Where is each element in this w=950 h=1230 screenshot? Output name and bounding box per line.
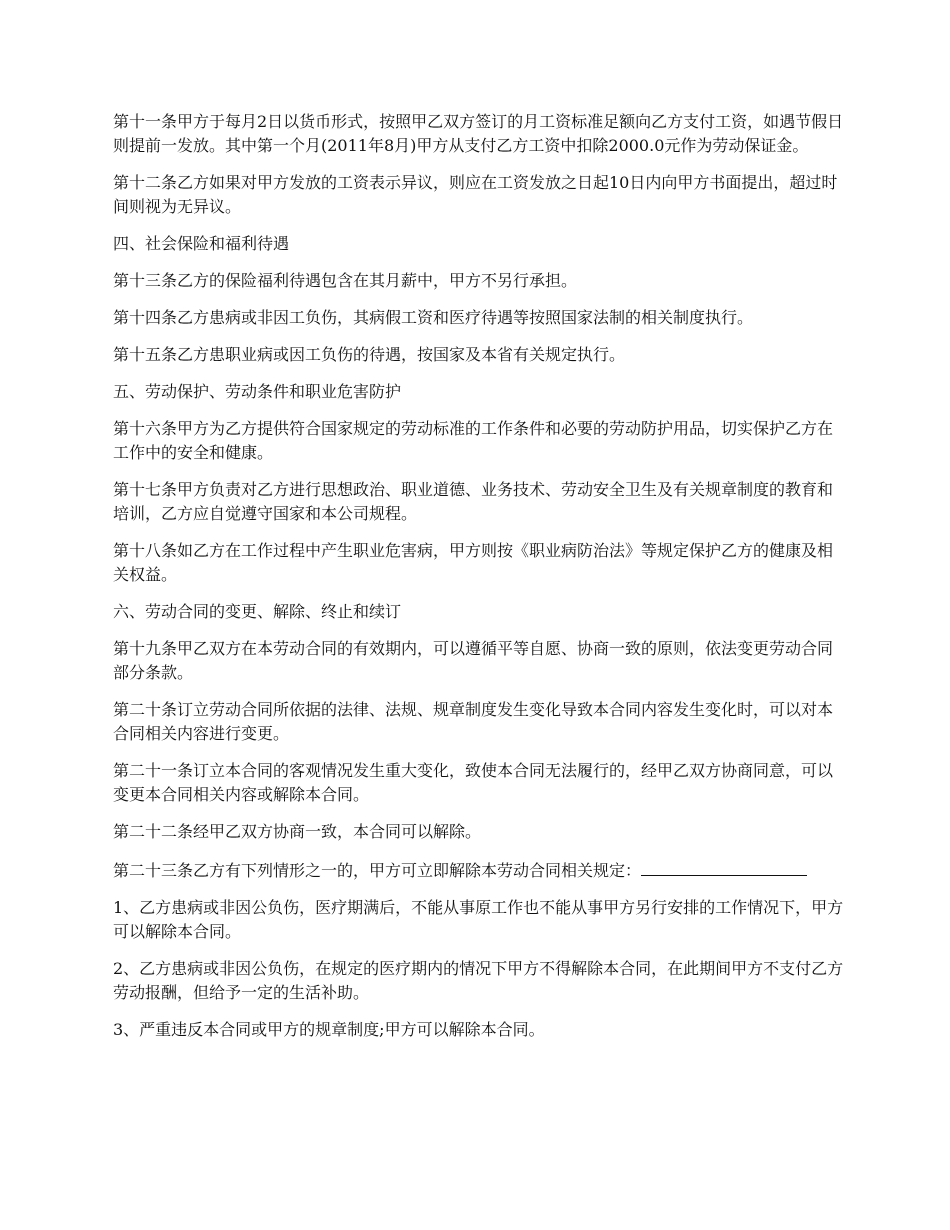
- clause-21: 第二十一条订立本合同的客观情况发生重大变化，致使本合同无法履行的，经甲乙双方协商同意，可以变更本合同相关内容或解除本合同。: [113, 761, 834, 804]
- clause-20: 第二十条订立劳动合同所依据的法律、法规、规章制度发生变化导致本合同内容发生变化时，可以对本合同相关内容进行变更。: [113, 700, 834, 743]
- list-item: 1、乙方患病或非因公负伤，医疗期满后，不能从事原工作也不能从事甲方另行安排的工作情况下，甲方可以解除本合同。: [113, 898, 844, 941]
- document-page: [113, 110, 845, 1055]
- clause-11: 第十一条甲方于每月2日以货币形式，按照甲乙双方签订的月工资标准足额向乙方支付工资，如遇节假日则提前一发放。其中第一个月(2011年8月)甲方从支付乙方工资中扣除2000.0元作为劳动保证金。: [113, 112, 844, 155]
- section-heading-social-insurance: 四、社会保险和福利待遇: [113, 234, 290, 253]
- clause-16: 第十六条甲方为乙方提供符合国家规定的劳动标准的工作条件和必要的劳动防护用品，切实保护乙方在工作中的安全和健康。: [113, 419, 834, 462]
- clause-23-text: 第二十三条乙方有下列情形之一的，甲方可立即解除本劳动合同相关规定：: [113, 861, 642, 880]
- clause-18: 第十八条如乙方在工作过程中产生职业危害病，甲方则按《职业病防治法》等规定保护乙方的健康及相关权益。: [113, 541, 834, 584]
- list-item: 3、严重违反本合同或甲方的规章制度;甲方可以解除本合同。: [113, 1020, 545, 1039]
- clause-19: 第十九条甲乙双方在本劳动合同的有效期内，可以遵循平等自愿、协商一致的原则，依法变更劳动合同部分条款。: [113, 639, 834, 682]
- fill-in-blank-line[interactable]: [641, 857, 761, 876]
- list-item: 2、乙方患病或非因公负伤，在规定的医疗期内的情况下甲方不得解除本合同，在此期间甲方不支付乙方劳动报酬，但给予一定的生活补助。: [113, 959, 844, 1002]
- clause-14: 第十四条乙方患病或非因工负伤，其病假工资和医疗待遇等按照国家法制的相关制度执行。: [113, 308, 754, 327]
- section-heading-labor-protection: 五、劳动保护、劳动条件和职业危害防护: [113, 382, 402, 401]
- clause-22: 第二十二条经甲乙双方协商一致，本合同可以解除。: [113, 822, 482, 841]
- clause-17: 第十七条甲方负责对乙方进行思想政治、职业道德、业务技术、劳动安全卫生及有关规章制度的教育和培训，乙方应自觉遵守国家和本公司规程。: [113, 480, 834, 523]
- section-heading-contract-changes: 六、劳动合同的变更、解除、终止和续订: [113, 602, 402, 621]
- clause-13: 第十三条乙方的保险福利待遇包含在其月薪中，甲方不另行承担。: [113, 271, 578, 290]
- fill-in-blank-line-continued[interactable]: [761, 857, 807, 876]
- clause-12: 第十二条乙方如果对甲方发放的工资表示异议，则应在工资发放之日起10日内向甲方书面提出，超过时间则视为无异议。: [113, 173, 838, 216]
- clause-15: 第十五条乙方患职业病或因工负伤的待遇，按国家及本省有关规定执行。: [113, 345, 626, 364]
- clause-23: [113, 857, 845, 883]
